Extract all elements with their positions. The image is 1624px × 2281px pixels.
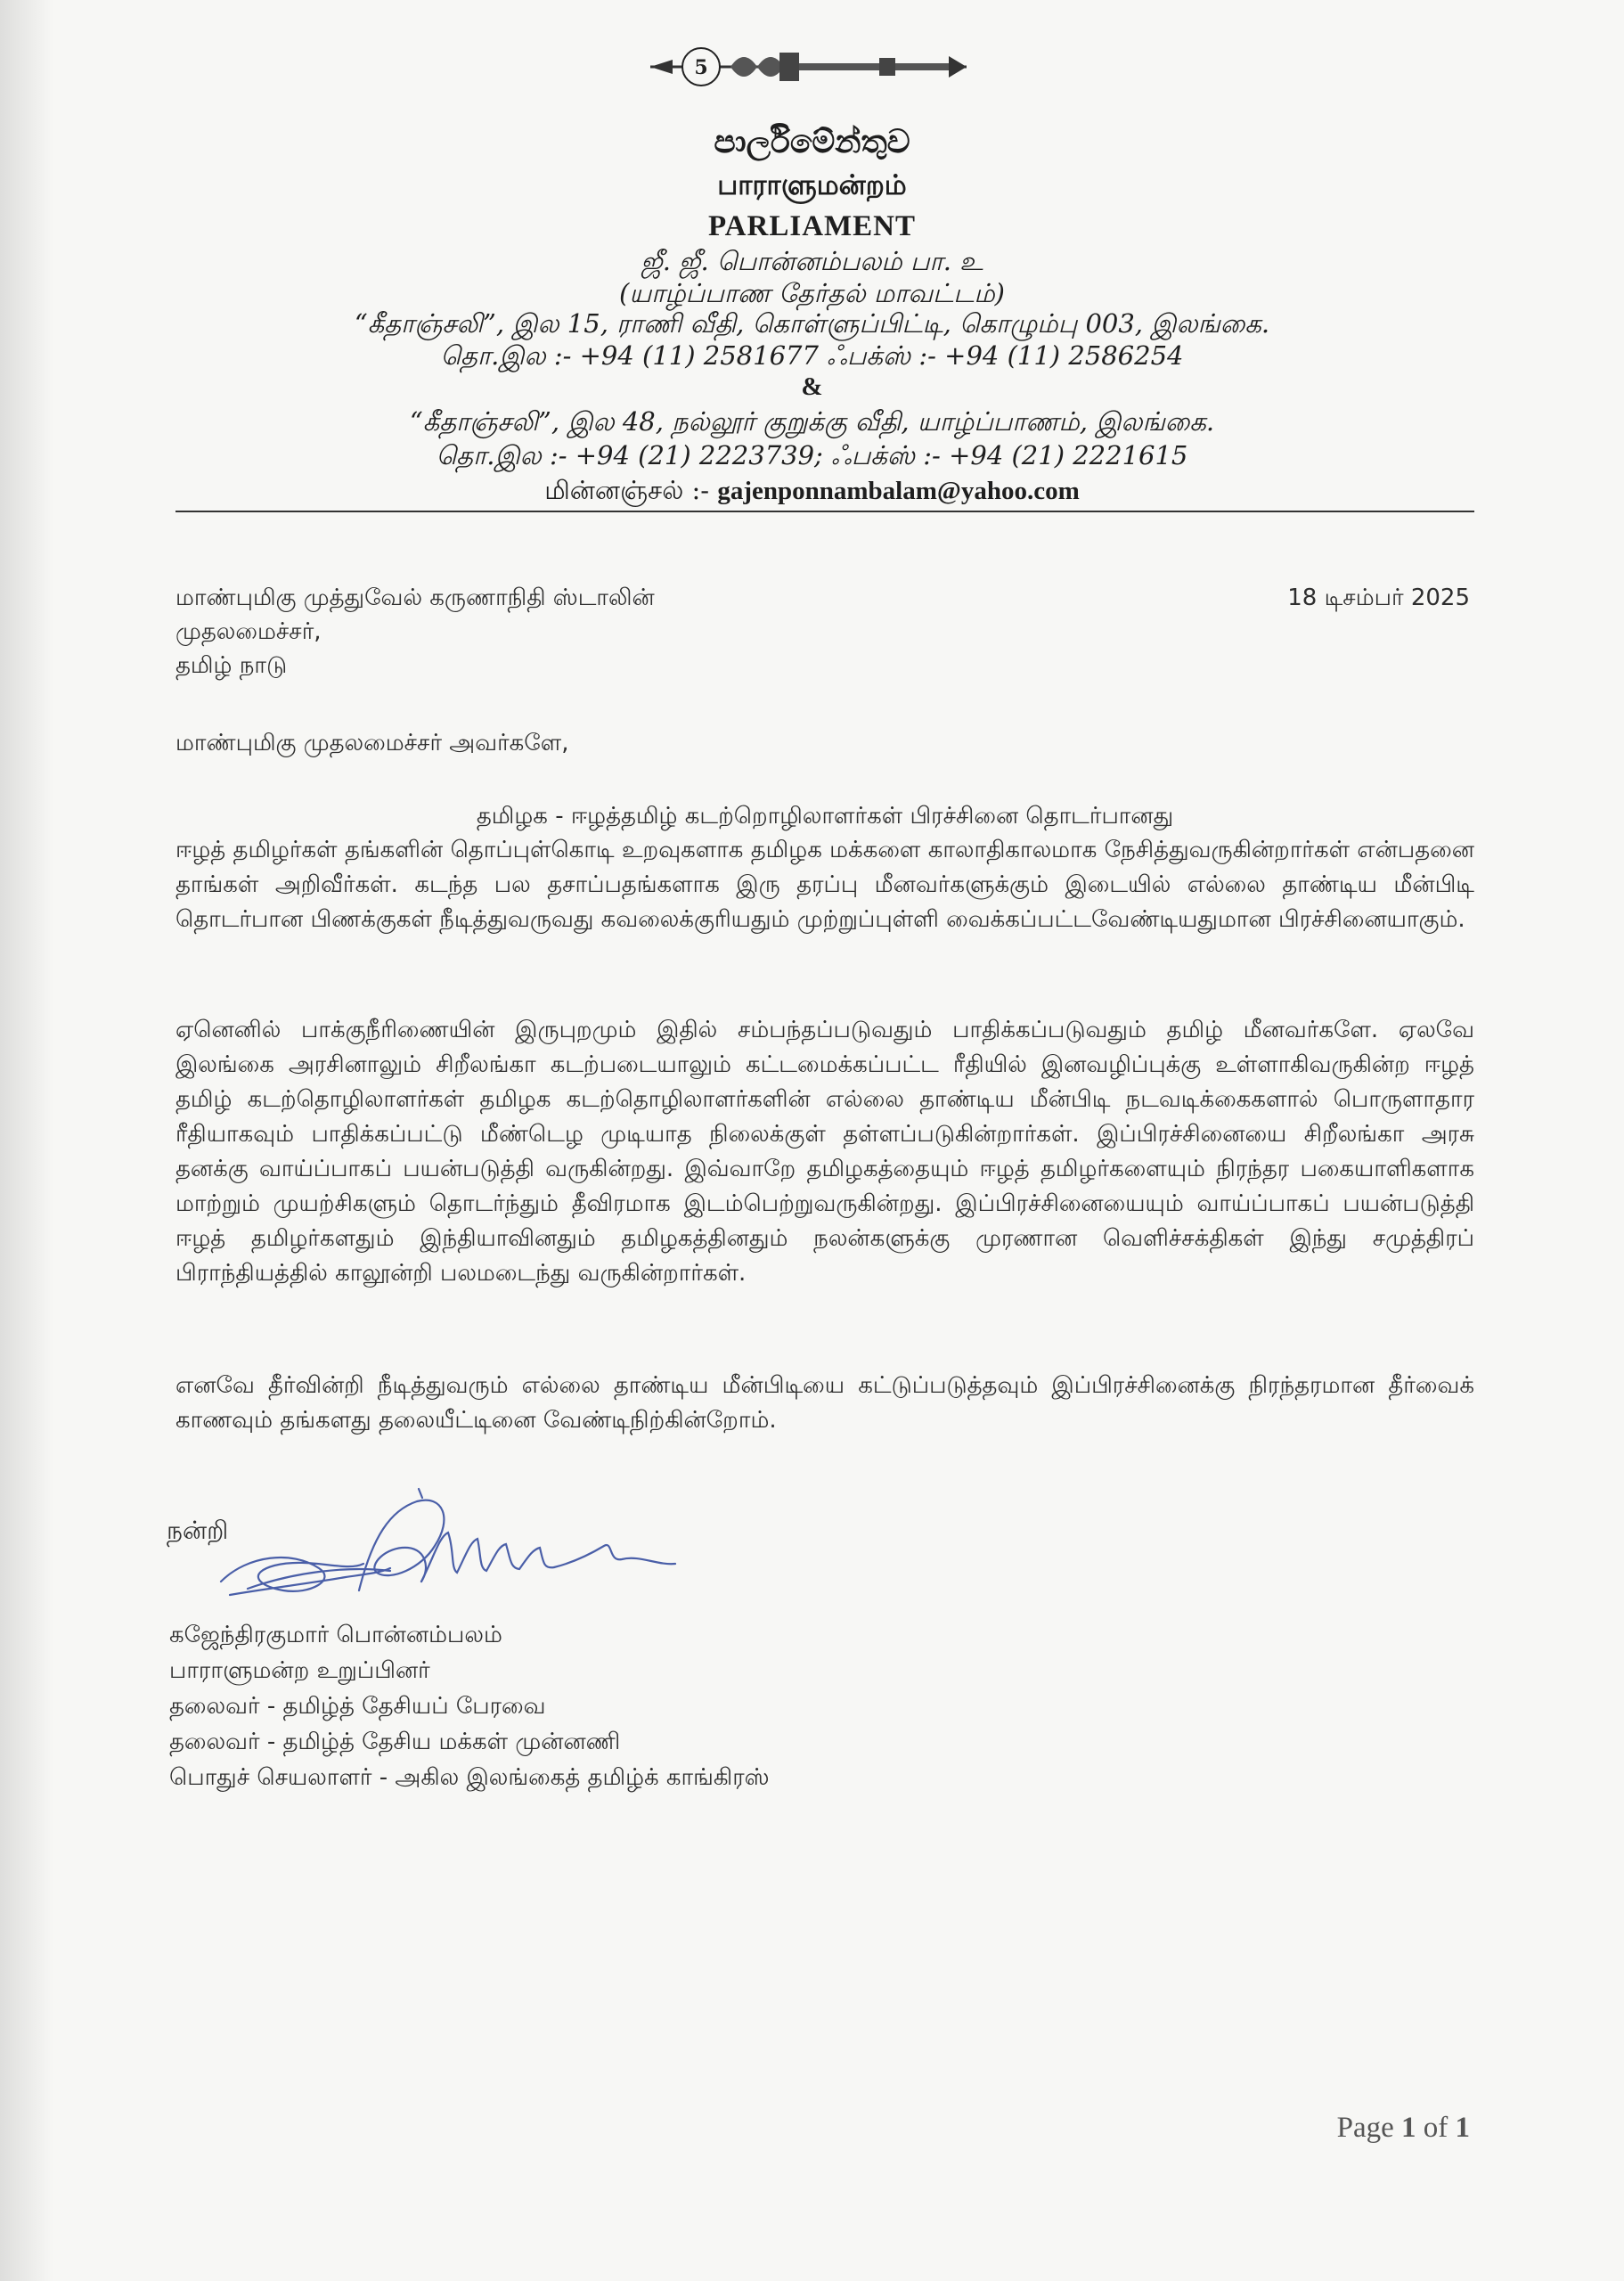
letter-subject: தமிழக - ஈழத்தமிழ் கடற்றொழிலாளர்கள் பிரச்சினை தொடர்பானது (476, 803, 1174, 830)
letterhead-colombo-phone: தொ.இல :- +94 (11) 2581677 ஃபக்ஸ் :- +94 (11) 2586254 (440, 340, 1184, 371)
letterhead-divider (175, 511, 1474, 512)
letterhead-sinhala: පාර්ලිමේන්තුව (714, 123, 910, 160)
letterhead-ampersand: & (801, 372, 823, 401)
letterhead-jaffna-address: “கீதாஞ்சலி”, இல 48, நல்லூர் குறுக்கு வீதி, யாழ்ப்பாணம், இலங்கை. (409, 406, 1215, 437)
letterhead-name: ஜீ. ஜீ. பொன்னம்பலம் பா. உ (641, 246, 983, 276)
signatory-name: கஜேந்திரகுமார் பொன்னம்பலம் (169, 1622, 502, 1648)
handwritten-signature (212, 1484, 711, 1617)
emblem-number: 5 (694, 56, 708, 79)
body-paragraph-2: ஏனெனில் பாக்குநீரிணையின் இருபுறமும் இதில் சம்பந்தப்படுவதும் பாதிக்கப்படுவதும் தமிழ் மீனவர்களே. ஏலவே இலங்கை அரசினாலும் சிறீலங்கா கடற்படையாலும் கட்டமைக்கப்பட்ட ரீதியில் இனவழிப்புக்கு உள்ளாகிவருகின்ற ஈழத் தமிழ் கடற்தொழிலாளர்கள் தமிழக கடற்தொழிலாளர்களின் எல்லை தாண்டிய மீன்பிடி நடவடிக்கைகளால் பொருளாதார ரீதியாகவும் பாதிக்கப்பட்டு மீண்டெழ முடியாத நிலைக்குள் தள்ளப்படுகின்றார்கள். இப்பிரச்சினையை சிறீலங்கா அரசு தனக்கு வாய்ப்பாகப் பயன்படுத்தி வருகின்றது. இவ்வாறே தமிழகத்தையும் ஈழத் தமிழர்களையும் நிரந்தர பகையாளிகளாக மாற்றும் முயற்சிகளும் தொடர்ந்தும் தீவிரமாக இடம்பெற்றுவருகின்றது. இப்பிரச்சினையையும் வாய்ப்பாகப் பயன்படுத்தி ஈழத் தமிழர்களதும் இந்தியாவினதும் தமிழகத்தினதும் நலன்களுக்கு முரணான வெளிச்சக்திகள் இந்து சமுத்திரப் பிராந்தியத்தில் காலூன்றி பலமடைந்து வருகின்றார்கள். (175, 1017, 1474, 1287)
body-paragraph-3: எனவே தீர்வின்றி நீடித்துவரும் எல்லை தாண்டிய மீன்பிடியை கட்டுப்படுத்தவும் இப்பிரச்சினைக்கு நிரந்தரமான தீர்வைக் காணவும் தங்களது தலையீட்டினை வேண்டிநிற்கின்றோம். (175, 1372, 1474, 1434)
letterhead-jaffna-phone: தொ.இல :- +94 (21) 2223739; ஃபக்ஸ் :- +94 (21) 2221615 (436, 440, 1188, 470)
signatory-role-3: பொதுச் செயலாளர் - அகில இலங்கைத் தமிழ்க் காங்கிரஸ் (169, 1764, 770, 1791)
signatory-role-2: தலைவர் - தமிழ்த் தேசிய மக்கள் முன்னணி (169, 1729, 621, 1755)
page-of: of (1416, 2112, 1456, 2144)
page-total: 1 (1455, 2112, 1470, 2144)
addressee-title: முதலமைச்சர், (175, 618, 322, 645)
signatory-role-mp: பாராளுமன்ற உறுப்பினர் (169, 1657, 430, 1684)
parliament-mace-emblem (646, 40, 975, 94)
page-current: 1 (1401, 2112, 1416, 2144)
addressee-name: மாண்புமிகு முத்துவேல் கருணாநிதி ஸ்டாலின் (175, 585, 655, 611)
letterhead-tamil: பாராளுமன்றம் (717, 169, 907, 201)
closing-thanks: நன்றி (167, 1517, 229, 1545)
letter-date: 18 டிசம்பர் 2025 (1287, 585, 1470, 611)
salutation: மாண்புமிகு முதலமைச்சர் அவர்களே, (175, 730, 569, 756)
email-address: gajenponnambalam@yahoo.com (717, 477, 1080, 505)
signatory-role-1: தலைவர் - தமிழ்த் தேசியப் பேரவை (169, 1693, 546, 1720)
page-prefix: Page (1336, 2112, 1401, 2144)
letterhead-colombo-address: “கீதாஞ்சலி”, இல 15, ராணி வீதி, கொள்ளுப்பிட்டி, கொழும்பு 003, இலங்கை. (354, 308, 1270, 339)
letterhead-district: (யாழ்ப்பாண தேர்தல் மாவட்டம்) (619, 278, 1005, 308)
body-paragraph-1: ஈழத் தமிழர்கள் தங்களின் தொப்புள்கொடி உறவுகளாக தமிழக மக்களை காலாதிகாலமாக நேசித்துவருகின்றார்கள் என்பதனை தாங்கள் அறிவீர்கள். கடந்த பல தசாப்பதங்களாக இரு தரப்பு மீனவர்களுக்கும் இடையில் எல்லை தாண்டிய மீன்பிடி தொடர்பான பிணக்குகள் நீடித்துவருவது கவலைக்குரியதும் முற்றுப்புள்ளி வைக்கப்பட்டவேண்டியதுமான பிரச்சினையாகும். (175, 837, 1474, 933)
addressee-block (175, 581, 977, 683)
page-number (1318, 2112, 1470, 2145)
letterhead-email-line (0, 475, 1624, 509)
signatory-block (169, 1617, 971, 1795)
email-label: மின்னஞ்சல் :- (544, 475, 718, 505)
letterhead-english: PARLIAMENT (707, 210, 917, 242)
addressee-state: தமிழ் நாடு (175, 652, 288, 679)
